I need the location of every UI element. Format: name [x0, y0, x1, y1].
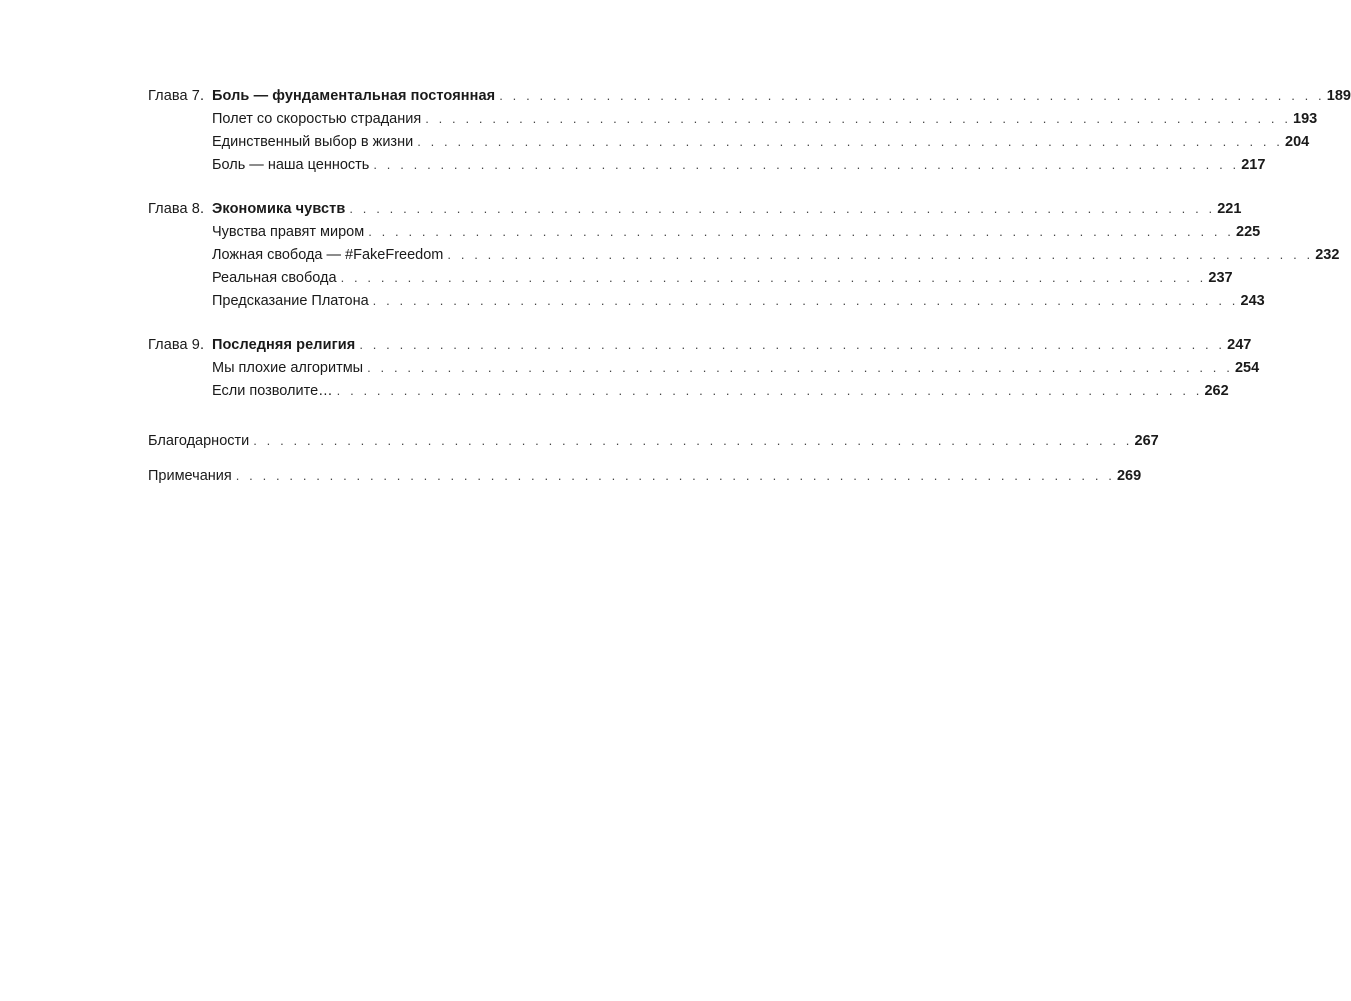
chapter-label: Глава 7.	[148, 88, 205, 104]
toc-section[interactable]	[148, 356, 1260, 379]
toc-section[interactable]	[148, 243, 1340, 266]
dot-leader: . . . . . . . . . . . . . . . . . . . . . . . . . . . . . . . . . . . . . . . . . . . . . . . . . . . . . . . . . . . . . . . . .	[372, 293, 1239, 308]
section-title: Боль — наша ценность	[212, 157, 370, 173]
dot-leader: . . . . . . . . . . . . . . . . . . . . . . . . . . . . . . . . . . . . . . . . . . . . . . . . . . . . . . . . . . . . . . . . .	[368, 224, 1235, 239]
section-title: Реальная свобода	[212, 270, 337, 286]
toc-chapter-7[interactable]	[148, 84, 1351, 107]
page-number: 254	[1234, 360, 1260, 376]
page-number: 247	[1227, 337, 1252, 353]
page-number: 237	[1208, 270, 1233, 286]
section-title: Полет со скоростью страдания	[212, 111, 422, 127]
spacer	[148, 452, 610, 464]
chapter-title: Последняя религия	[212, 337, 356, 353]
page-number: 204	[1285, 134, 1310, 150]
dot-leader: . . . . . . . . . . . . . . . . . . . . . . . . . . . . . . . . . . . . . . . . . . . . . . . . . . . . . . . . . . . . . . . . .	[373, 157, 1240, 172]
page-number: 232	[1315, 247, 1340, 263]
page-number: 193	[1293, 111, 1318, 127]
back-matter-title: Примечания	[148, 468, 232, 484]
section-title: Если позволите…	[212, 383, 333, 399]
dot-leader: . . . . . . . . . . . . . . . . . . . . . . . . . . . . . . . . . . . . . . . . . . . . . . . . . . . . . . . . . . . . . . . . . .	[235, 468, 1115, 483]
table-of-contents	[148, 84, 1351, 487]
dot-leader: . . . . . . . . . . . . . . . . . . . . . . . . . . . . . . . . . . . . . . . . . . . . . . . . . . . . . . . . . . . . . . . . .	[349, 201, 1216, 216]
page-number: 221	[1217, 201, 1242, 217]
page-number: 189	[1326, 88, 1351, 104]
toc-section[interactable]	[148, 266, 1233, 289]
page-number: 262	[1204, 383, 1229, 399]
page-number: 243	[1240, 293, 1265, 309]
dot-leader: . . . . . . . . . . . . . . . . . . . . . . . . . . . . . . . . . . . . . . . . . . . . . . . . . . . . . . . . . . . . . .	[499, 88, 1325, 103]
toc-acknowledgements[interactable]	[148, 429, 1159, 452]
dot-leader: . . . . . . . . . . . . . . . . . . . . . . . . . . . . . . . . . . . . . . . . . . . . . . . . . . . . . . . . . . . . . . . . .	[367, 360, 1233, 375]
toc-section[interactable]	[148, 220, 1261, 243]
chapter-label: Глава 8.	[148, 201, 205, 217]
section-title: Ложная свобода — #FakeFreedom	[212, 247, 444, 263]
toc-section[interactable]	[148, 107, 1318, 130]
page-number: 269	[1116, 468, 1142, 484]
toc-notes[interactable]	[148, 464, 1142, 487]
spacer	[148, 402, 610, 429]
dot-leader: . . . . . . . . . . . . . . . . . . . . . . . . . . . . . . . . . . . . . . . . . . . . . . . . . . . . . . . . . . . . . . . . .	[425, 111, 1292, 126]
spacer	[148, 312, 610, 333]
toc-section[interactable]	[148, 379, 1229, 402]
page-number: 267	[1134, 433, 1159, 449]
chapter-title: Экономика чувств	[212, 201, 346, 217]
chapter-label: Глава 9.	[148, 337, 205, 353]
toc-section[interactable]	[148, 130, 1310, 153]
toc-chapter-9[interactable]	[148, 333, 1252, 356]
chapter-title: Боль — фундаментальная постоянная	[212, 88, 496, 104]
page-number: 217	[1241, 157, 1266, 173]
section-title: Мы плохие алгоритмы	[212, 360, 364, 376]
dot-leader: . . . . . . . . . . . . . . . . . . . . . . . . . . . . . . . . . . . . . . . . . . . . . . . . . . . . . . . . . . . . . . . . .	[336, 383, 1203, 398]
dot-leader: . . . . . . . . . . . . . . . . . . . . . . . . . . . . . . . . . . . . . . . . . . . . . . . . . . . . . . . . . . . . . . . . .	[359, 337, 1226, 352]
dot-leader: . . . . . . . . . . . . . . . . . . . . . . . . . . . . . . . . . . . . . . . . . . . . . . . . . . . . . . . . . . . . . . . . . .	[253, 433, 1133, 448]
dot-leader: . . . . . . . . . . . . . . . . . . . . . . . . . . . . . . . . . . . . . . . . . . . . . . . . . . . . . . . . . . . . . . . . .	[447, 247, 1314, 262]
back-matter-title: Благодарности	[148, 433, 250, 449]
page-number: 225	[1236, 224, 1261, 240]
dot-leader: . . . . . . . . . . . . . . . . . . . . . . . . . . . . . . . . . . . . . . . . . . . . . . . . . . . . . . . . . . . . . . . . .	[340, 270, 1207, 285]
toc-section[interactable]	[148, 153, 1266, 176]
section-title: Единственный выбор в жизни	[212, 134, 414, 150]
toc-section[interactable]	[148, 289, 1265, 312]
spacer	[148, 176, 610, 197]
dot-leader: . . . . . . . . . . . . . . . . . . . . . . . . . . . . . . . . . . . . . . . . . . . . . . . . . . . . . . . . . . . . . . . . .	[417, 134, 1284, 149]
section-title: Предсказание Платона	[212, 293, 369, 309]
section-title: Чувства правят миром	[212, 224, 365, 240]
toc-chapter-8[interactable]	[148, 197, 1242, 220]
